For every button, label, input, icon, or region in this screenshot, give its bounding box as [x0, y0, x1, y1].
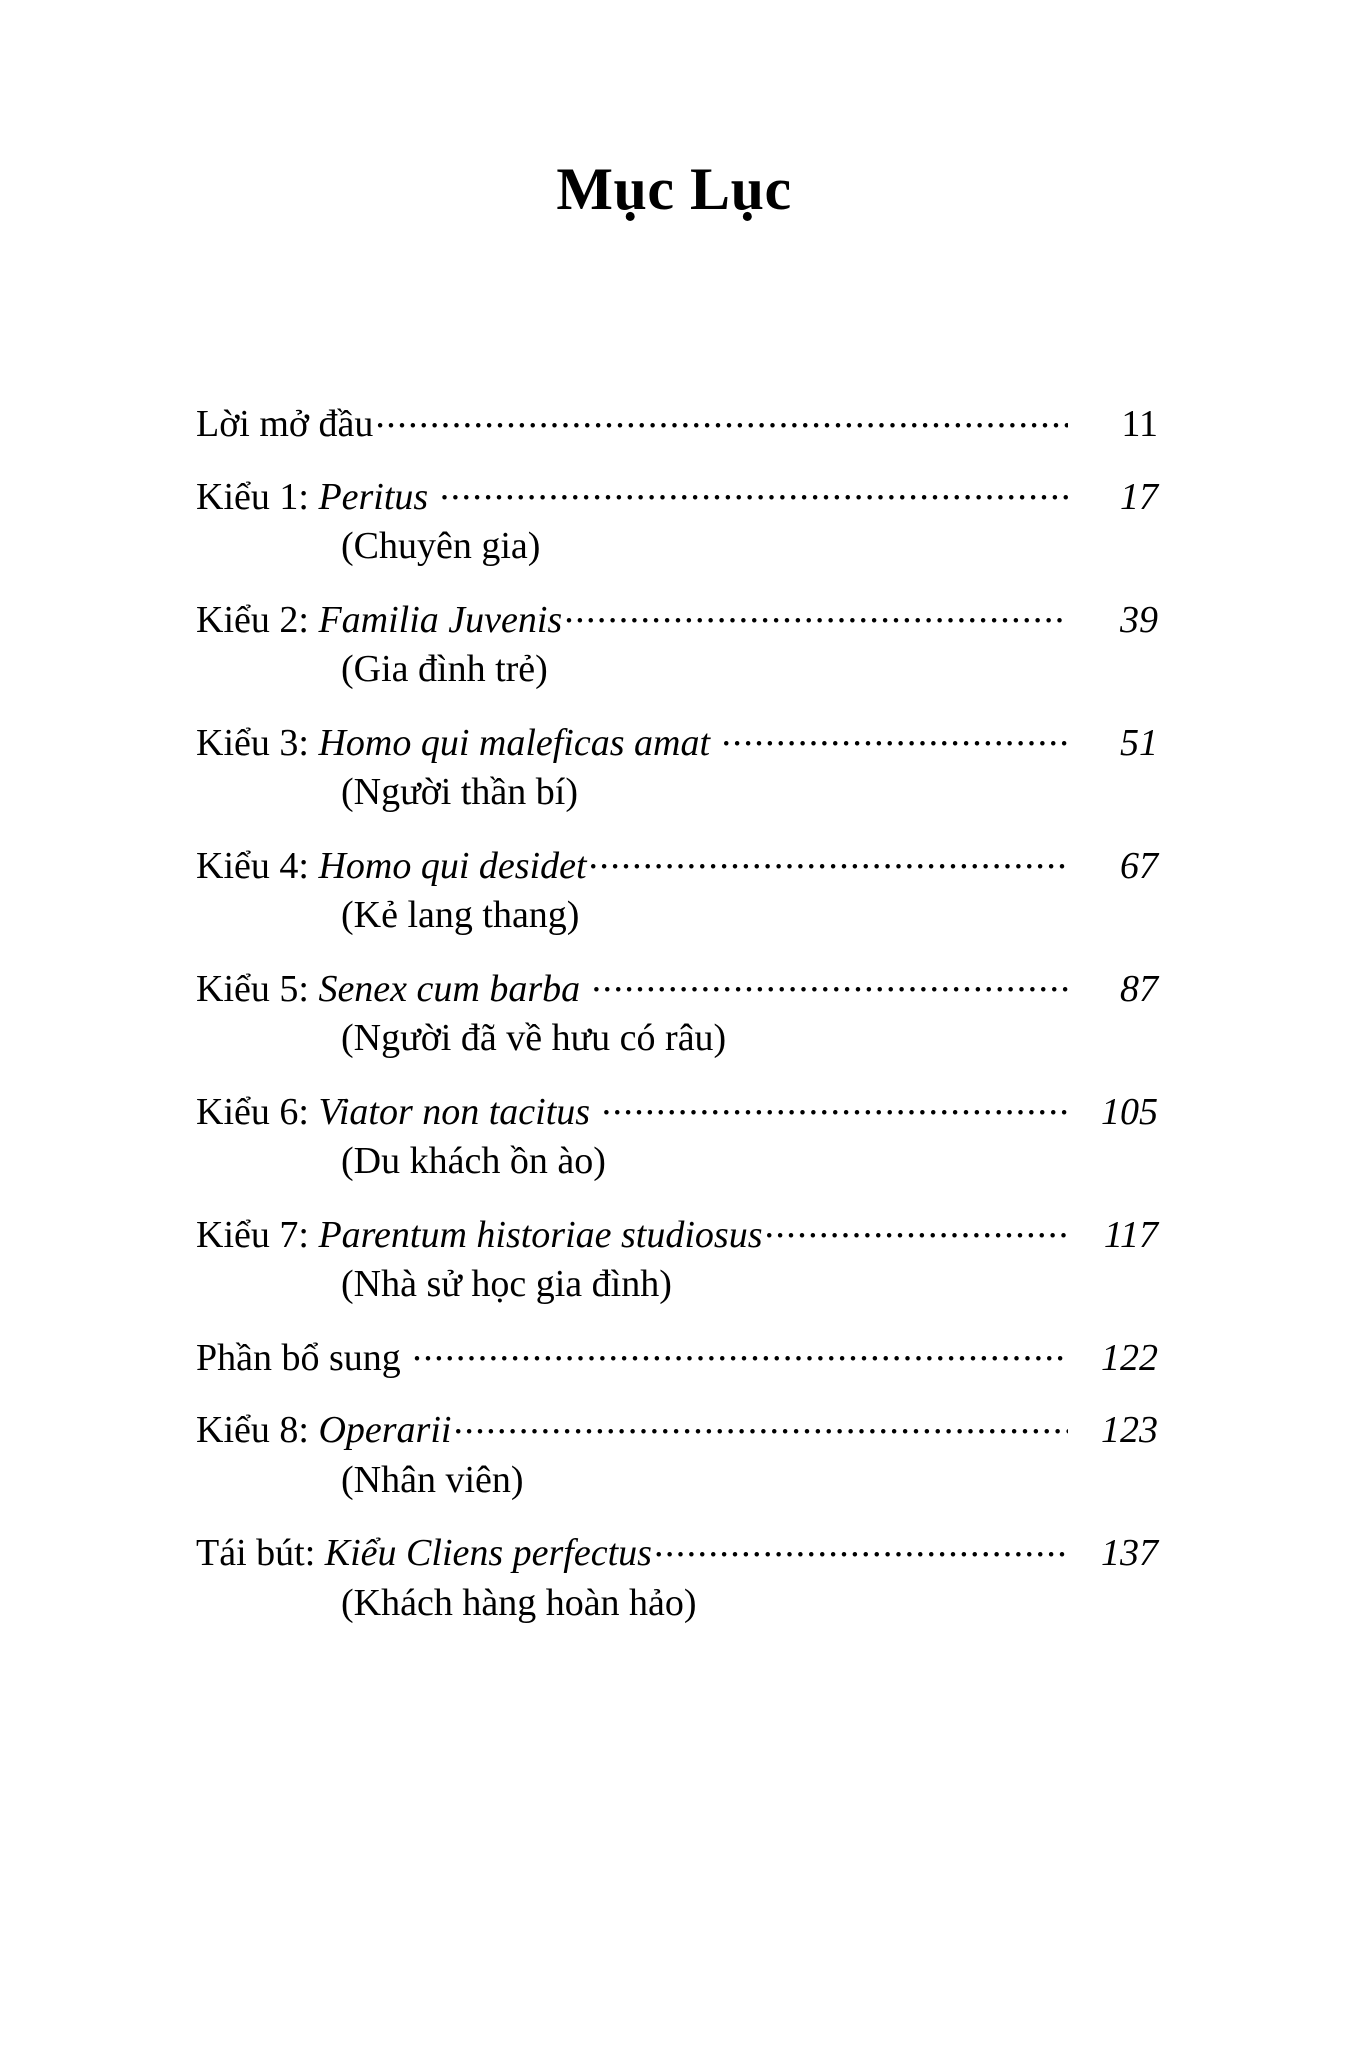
toc-entry-line	[196, 1527, 1158, 1578]
toc-entry-prefix: Phần bổ sung	[196, 1336, 401, 1379]
toc-entry[interactable]	[196, 398, 1158, 449]
toc-entry-page-number: 117	[1103, 1213, 1158, 1256]
toc-entry-subtitle: (Người đã về hưu có râu)	[341, 1017, 727, 1060]
toc-entry-latin-title: Kiểu Cliens perfectus	[324, 1532, 652, 1575]
dot-leader	[654, 1527, 1068, 1565]
toc-entry-gap	[428, 473, 438, 522]
toc-entry-page-number: 123	[1101, 1409, 1158, 1452]
toc-entry-label	[196, 719, 710, 768]
toc-list	[196, 398, 1158, 1650]
toc-entry[interactable]	[196, 1086, 1158, 1187]
toc-entry-prefix: Kiểu 8:	[196, 1409, 319, 1452]
toc-entry-prefix: Kiểu 6:	[196, 1090, 319, 1133]
toc-entry[interactable]	[196, 471, 1158, 572]
toc-entry-latin-title: Viator non tacitus	[318, 1090, 591, 1133]
toc-entry-label	[196, 596, 562, 645]
toc-entry-page-number: 87	[1120, 967, 1158, 1010]
toc-entry-subtitle: (Khách hàng hoàn hảo)	[341, 1582, 697, 1624]
toc-entry-latin-title: Peritus	[318, 475, 429, 518]
toc-entry-latin-title: Parentum historiae studiosus	[318, 1213, 763, 1256]
toc-entry-subtitle: (Nhà sử học gia đình)	[341, 1263, 672, 1306]
dot-leader	[592, 963, 1068, 1001]
toc-entry-prefix: Kiểu 1:	[196, 475, 319, 518]
toc-entry-label	[196, 1334, 401, 1383]
toc-entry-latin-title: Homo qui maleficas amat	[318, 721, 711, 764]
toc-entry-subtitle: (Kẻ lang thang)	[341, 894, 580, 937]
toc-entry-label	[196, 400, 373, 449]
toc-entry-page-number: 39	[1120, 598, 1158, 641]
toc-entry-page-number: 67	[1120, 844, 1158, 887]
toc-entry-page-number: 11	[1121, 403, 1158, 445]
toc-entry[interactable]	[196, 1404, 1158, 1505]
dot-leader	[564, 594, 1068, 632]
toc-entry[interactable]	[196, 717, 1158, 818]
toc-entry-line	[196, 840, 1158, 891]
toc-entry-prefix: Kiểu 5:	[196, 967, 319, 1010]
toc-entry-latin-title: Familia Juvenis	[318, 598, 563, 641]
toc-entry-prefix: Kiểu 4:	[196, 844, 319, 887]
toc-entry-line	[196, 594, 1158, 645]
toc-entry-line	[196, 1332, 1158, 1383]
toc-entry-prefix: Tái bút:	[196, 1532, 325, 1575]
toc-entry-gap	[401, 1334, 411, 1383]
toc-entry-line	[196, 1404, 1158, 1455]
toc-entry-subtitle: (Du khách ồn ào)	[341, 1140, 606, 1183]
toc-entry-subtitle: (Gia đình trẻ)	[341, 648, 548, 691]
toc-entry-line	[196, 963, 1158, 1014]
dot-leader	[440, 471, 1068, 509]
toc-entry-latin-title: Homo qui desidet	[318, 844, 587, 887]
toc-entry-prefix: Kiểu 3:	[196, 721, 319, 764]
toc-entry-label	[196, 1529, 652, 1578]
toc-entry-label	[196, 473, 428, 522]
toc-entry-line	[196, 398, 1158, 449]
dot-leader	[412, 1332, 1068, 1370]
toc-entry-page-number: 122	[1101, 1336, 1158, 1379]
toc-entry[interactable]	[196, 840, 1158, 941]
dot-leader	[589, 840, 1068, 878]
toc-entry-label	[196, 1406, 451, 1455]
toc-entry-page-number: 17	[1120, 475, 1158, 518]
toc-entry-label	[196, 842, 587, 891]
toc-entry-line	[196, 471, 1158, 522]
toc-entry-line	[196, 717, 1158, 768]
toc-entry-page-number: 105	[1101, 1090, 1158, 1133]
toc-entry-page-number: 137	[1101, 1532, 1158, 1575]
toc-entry[interactable]	[196, 963, 1158, 1064]
toc-entry-prefix: Kiểu 7:	[196, 1213, 319, 1256]
toc-entry[interactable]	[196, 1209, 1158, 1310]
toc-entry-gap	[590, 1088, 600, 1137]
toc-entry-label	[196, 1211, 763, 1260]
toc-entry-line	[196, 1086, 1158, 1137]
dot-leader	[602, 1086, 1068, 1124]
toc-entry-subtitle: (Người thần bí)	[341, 771, 578, 814]
dot-leader	[765, 1209, 1069, 1247]
toc-entry-prefix: Lời mở đầu	[196, 403, 374, 445]
dot-leader	[375, 398, 1068, 436]
dot-leader	[453, 1404, 1068, 1442]
toc-entry[interactable]	[196, 1527, 1158, 1628]
toc-entry-latin-title: Operarii	[318, 1409, 452, 1452]
toc-entry-subtitle: (Chuyên gia)	[341, 525, 541, 568]
toc-entry-page-number: 51	[1120, 721, 1158, 764]
toc-entry-gap	[710, 719, 720, 768]
toc-entry[interactable]	[196, 594, 1158, 695]
toc-entry-latin-title: Senex cum barba	[318, 967, 581, 1010]
toc-entry-prefix: Kiểu 2:	[196, 598, 319, 641]
toc-entry-label	[196, 1088, 590, 1137]
toc-entry[interactable]	[196, 1332, 1158, 1383]
toc-entry-subtitle: (Nhân viên)	[341, 1458, 524, 1501]
dot-leader	[722, 717, 1068, 755]
toc-entry-label	[196, 965, 580, 1014]
toc-entry-gap	[580, 965, 590, 1014]
page-title: Mục Lục	[556, 156, 792, 222]
toc-entry-line	[196, 1209, 1158, 1260]
